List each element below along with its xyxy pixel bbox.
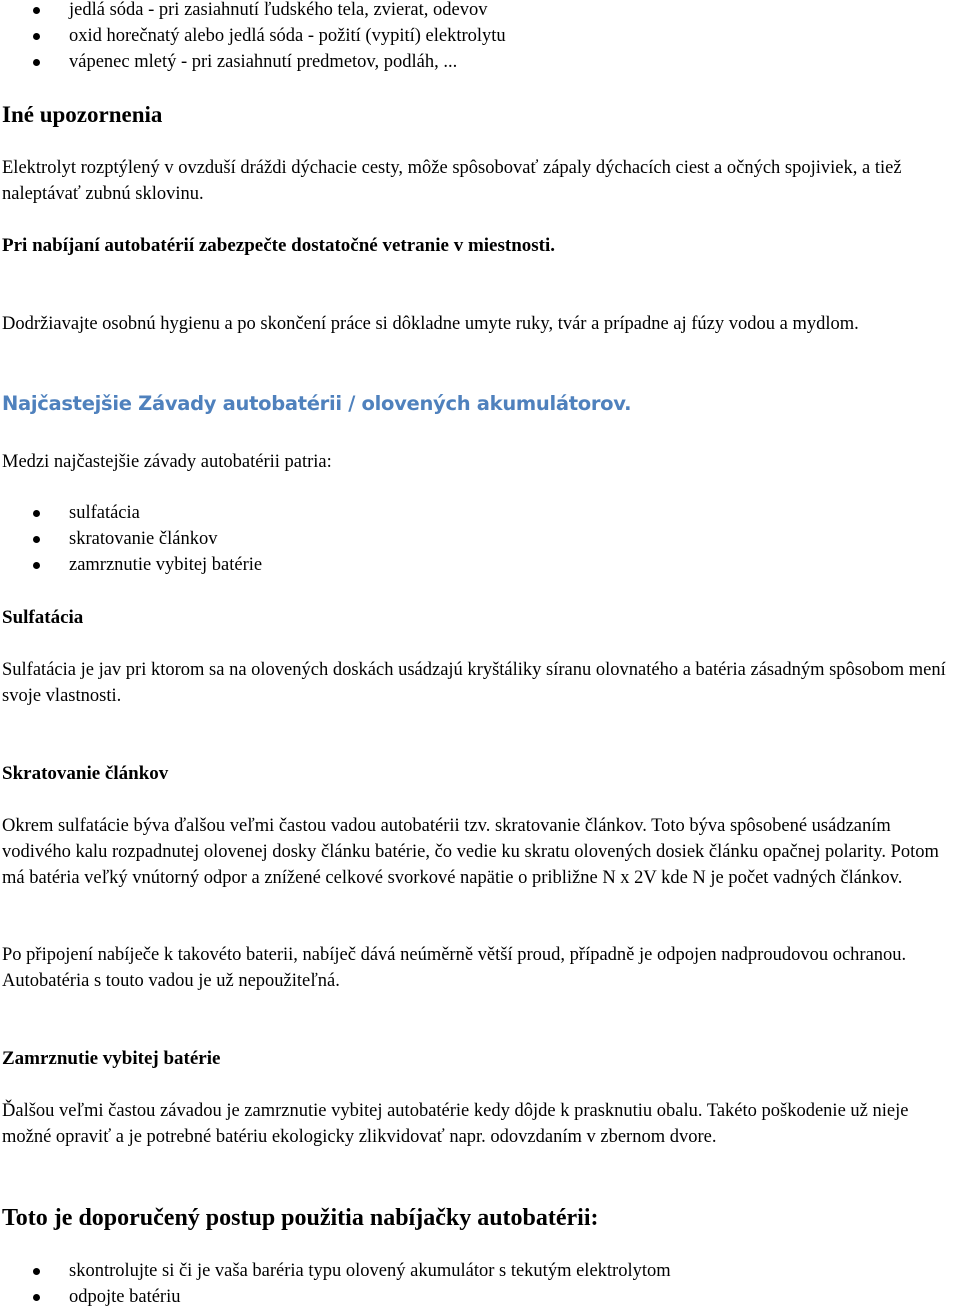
paragraph-zamrznutie: Ďalšou veľmi častou závadou je zamrznutie vybitej autobatérie kedy dôjde k prasknutiu obalu. Takéto poškodenie už nieje možné opraviť a je potrebné batériu ekologicky zlikvidovať napr. odovzdaním v zbernom dvore. <box>2 1101 909 1147</box>
paragraph-sulfatacia: Sulfatácia je jav pri ktorom sa na olovených doskách usádzajú kryštáliky síranu olovnatého a batéria zásadným spôsobom mení svoje vlastnosti. <box>2 660 946 706</box>
bullet-icon <box>33 1294 40 1301</box>
section-heading-skratovanie: Skratovanie článkov <box>2 763 169 784</box>
top-bullet-list <box>0 0 956 75</box>
zavady-bullet-list <box>0 500 956 578</box>
postup-bullet-list <box>0 1258 956 1310</box>
list-item: skratovanie článkov <box>0 526 956 552</box>
section-heading-ine-upozornenia: Iné upozornenia <box>2 102 163 127</box>
section-heading-zavady: Najčastejšie Závady autobatérii / olovených akumulátorov. <box>2 392 632 415</box>
bullet-icon <box>33 562 40 569</box>
paragraph-elektrolyt: Elektrolyt rozptýlený v ovzduší dráždi dýchacie cesty, môže spôsobovať zápaly dýchacích ciest a očných spojiviek, a tiež naleptávať zubnú sklovinu. <box>2 158 902 204</box>
bullet-icon <box>33 536 40 543</box>
bullet-icon <box>33 33 40 40</box>
list-item: jedlá sóda - pri zasiahnutí ľudského tela, zvierat, odevov <box>0 0 956 23</box>
section-heading-sulfatacia: Sulfatácia <box>2 607 84 628</box>
paragraph-skratovanie-2: Po připojení nabíječe k takovéto baterii, nabíječ dává neúměrně větší proud, případně je odpojen nadproudovou ochranou. Autobatéria s touto vadou je už nepoužiteľná. <box>2 945 907 991</box>
bold-note-vetranie: Pri nabíjaní autobatérií zabezpečte dostatočné vetranie v miestnosti. <box>2 235 556 256</box>
list-item: zamrznutie vybitej batérie <box>0 552 956 578</box>
list-item: sulfatácia <box>0 500 956 526</box>
paragraph-zavady-intro: Medzi najčastejšie závady autobatérii patria: <box>2 452 332 472</box>
bullet-icon <box>33 7 40 14</box>
list-item: vápenec mletý - pri zasiahnutí predmetov, podláh, ... <box>0 49 956 75</box>
section-heading-postup: Toto je doporučený postup použitia nabíjačky autobatérii: <box>2 1205 599 1231</box>
list-item: oxid horečnatý alebo jedlá sóda - požití (vypití) elektrolytu <box>0 23 956 49</box>
paragraph-hygiena: Dodržiavajte osobnú hygienu a po skončení práce si dôkladne umyte ruky, tvár a prípadne aj fúzy vodou a mydlom. <box>2 314 859 334</box>
list-item: skontrolujte si či je vaša baréria typu olovený akumulátor s tekutým elektrolytom <box>0 1258 956 1284</box>
bullet-icon <box>33 59 40 66</box>
paragraph-skratovanie-1: Okrem sulfatácie býva ďalšou veľmi častou vadou autobatérii tzv. skratovanie článkov. Toto býva spôsobené usádzaním vodivého kalu rozpadnutej olovenej dosky článku batérie, čo vedie ku skratu olovených dosiek článku opačnej polarity. Potom má batéria veľký vnútorný odpor a znížené celkové svorkové napätie o približne N x 2V kde N je počet vadných článkov. <box>2 816 939 888</box>
list-item: odpojte batériu <box>0 1284 956 1310</box>
bullet-icon <box>33 510 40 517</box>
section-heading-zamrznutie: Zamrznutie vybitej batérie <box>2 1048 221 1069</box>
bullet-icon <box>33 1268 40 1275</box>
